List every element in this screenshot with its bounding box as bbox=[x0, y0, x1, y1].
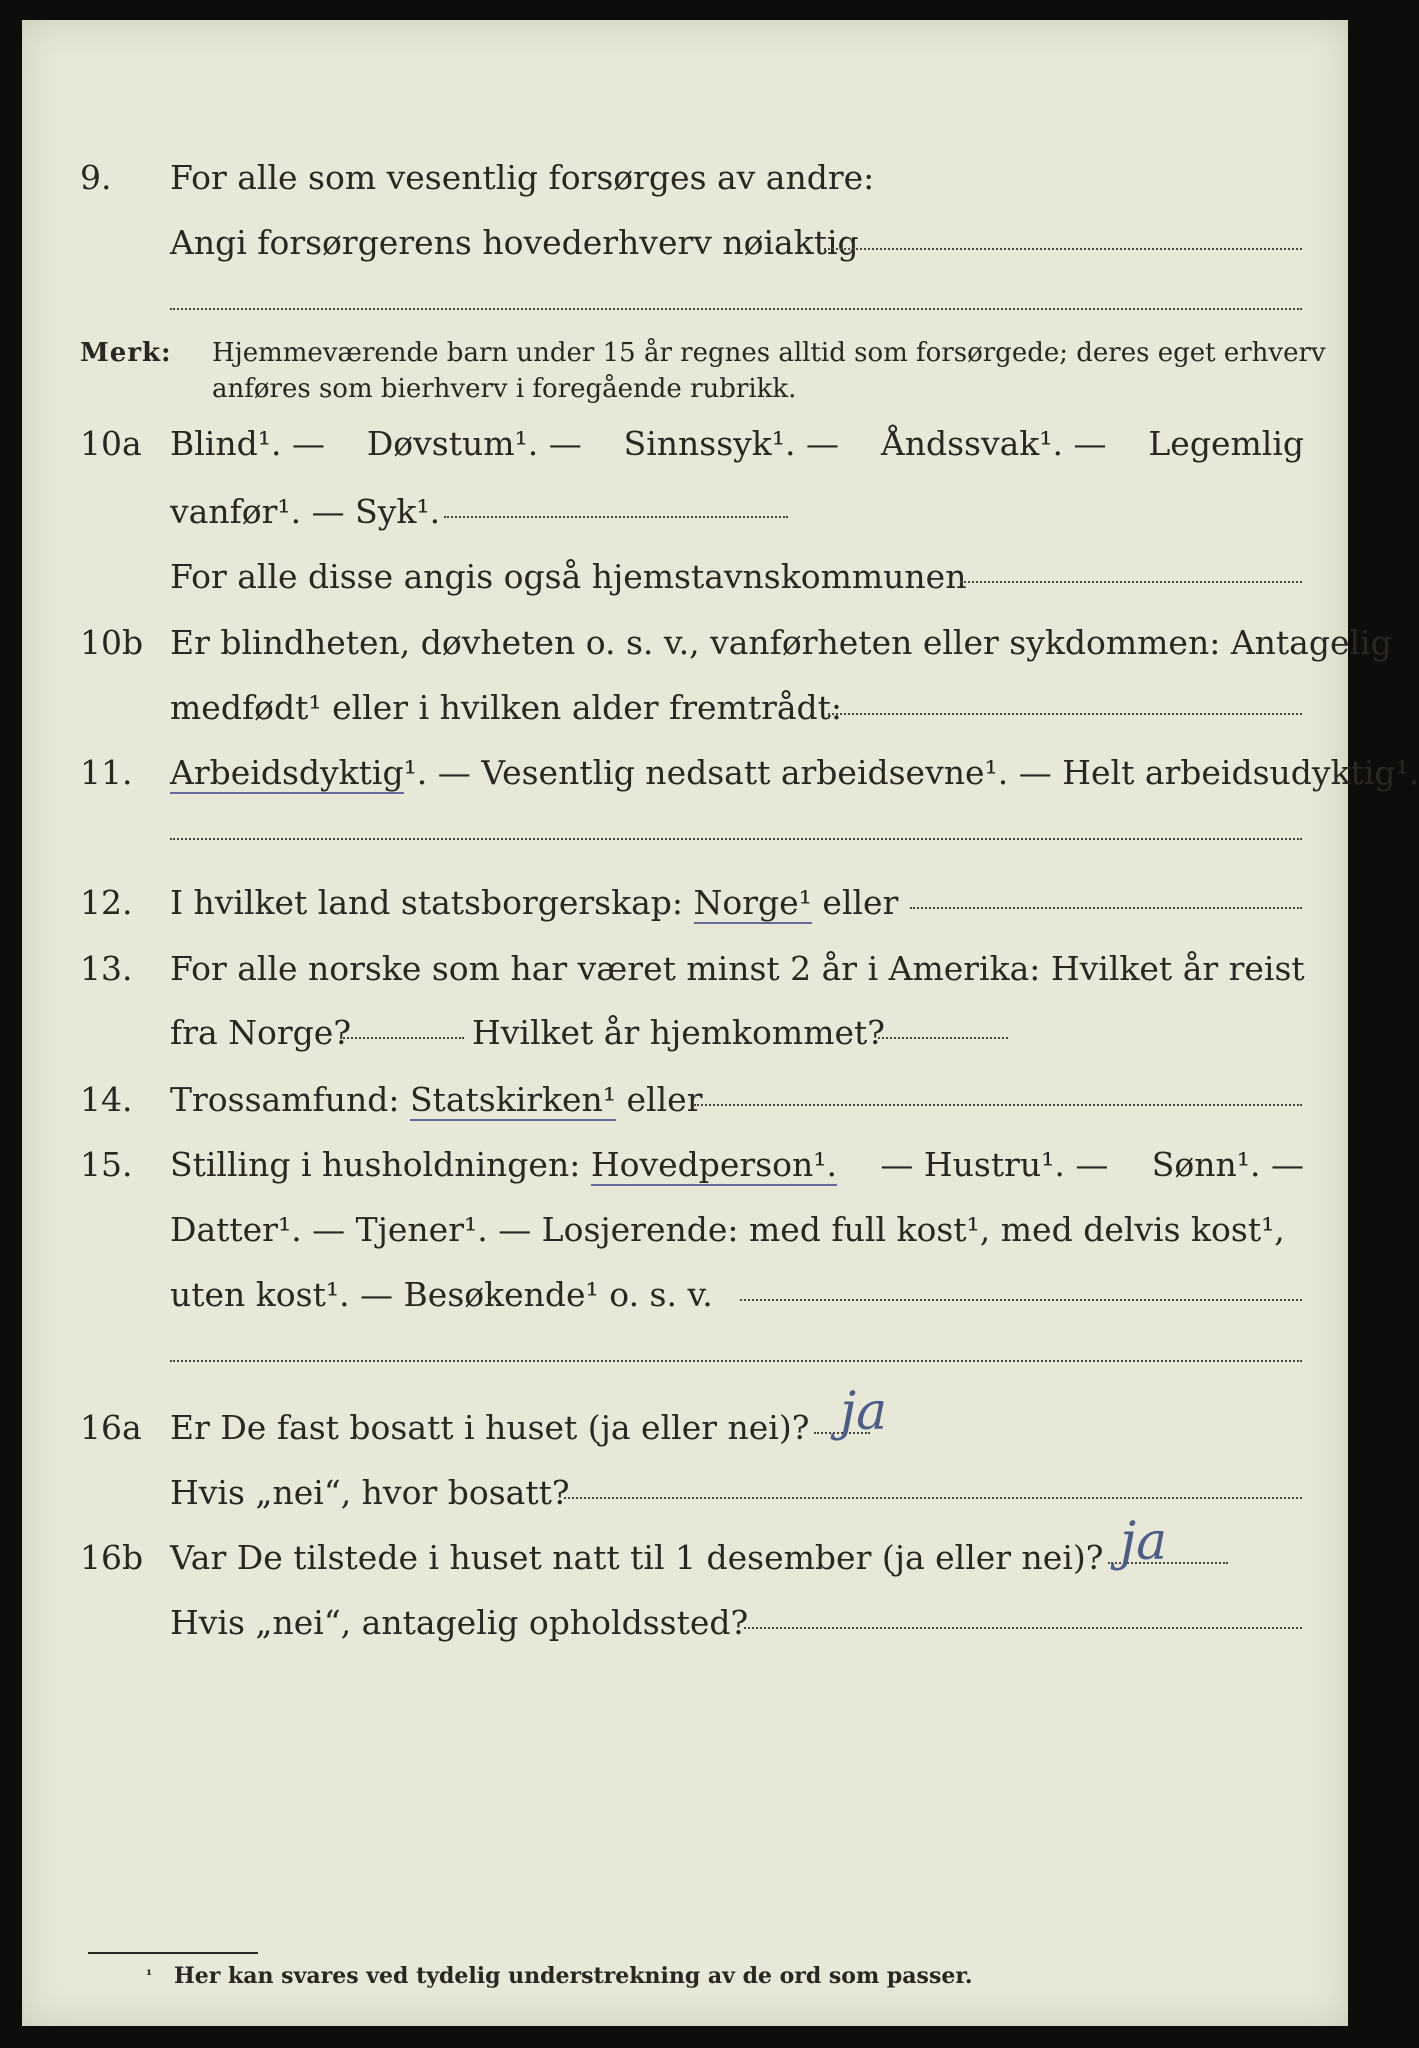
item-14-option: Statskirken¹ bbox=[409, 1080, 617, 1119]
answer-line-15 bbox=[740, 1299, 1302, 1301]
answer-line-10a bbox=[444, 516, 788, 518]
answer-line-9b bbox=[170, 308, 1302, 310]
item-11-options bbox=[170, 753, 1419, 792]
footnote-marker: ¹ bbox=[146, 1968, 153, 1984]
item-13-q1: fra Norge? bbox=[170, 1013, 352, 1052]
item-16b-q2: Hvis „nei“, antagelig opholdssted? bbox=[170, 1603, 749, 1642]
item-number-15: 15. bbox=[80, 1145, 133, 1184]
item-10a-option-3: Sinnssyk¹. — bbox=[623, 424, 840, 463]
answer-line-12 bbox=[910, 907, 1302, 909]
item-12-option: Norge¹ bbox=[693, 883, 812, 922]
answer-line-16a-b bbox=[564, 1497, 1302, 1499]
item-12-suffix: eller bbox=[811, 883, 899, 922]
item-12-prefix: I hvilket land statsborgerskap: bbox=[170, 883, 694, 922]
handwritten-answer-16b: ja bbox=[1120, 1512, 1168, 1572]
item-10a-option-1: Blind¹. — bbox=[170, 424, 325, 463]
item-number-14: 14. bbox=[80, 1080, 133, 1119]
item-11-option-2: ¹. — Vesentlig nedsatt arbeidsevne¹. bbox=[403, 753, 1009, 792]
answer-line-10a-b bbox=[960, 581, 1302, 583]
answer-line-10b bbox=[828, 713, 1302, 715]
footnote-rule bbox=[88, 1952, 258, 1954]
item-number-10b: 10b bbox=[80, 623, 144, 662]
item-15-option-3: Sønn¹. — bbox=[1151, 1145, 1304, 1184]
answer-line-11 bbox=[170, 838, 1302, 840]
item-9-question: For alle som vesentlig forsørges av andre: bbox=[170, 158, 875, 197]
item-14-question bbox=[170, 1080, 702, 1119]
note-text-1: Hjemmeværende barn under 15 år regnes alltid som forsørgede; deres eget erhverv bbox=[212, 338, 1326, 368]
answer-line-13a bbox=[340, 1037, 464, 1039]
item-12-question bbox=[170, 883, 898, 922]
note-label: Merk: bbox=[80, 338, 172, 368]
note-text-2: anføres som bierhverv i foregående rubrikk. bbox=[212, 374, 797, 404]
item-15-intro bbox=[170, 1145, 837, 1184]
item-15-option-2: — Hustru¹. — bbox=[880, 1145, 1109, 1184]
answer-line-15b bbox=[170, 1360, 1302, 1362]
answer-line-9 bbox=[824, 248, 1302, 250]
item-number-9: 9. bbox=[80, 158, 112, 197]
item-9-subquestion: Angi forsørgerens hovederhverv nøiaktig bbox=[170, 223, 859, 262]
item-number-13: 13. bbox=[80, 949, 133, 988]
item-15-line2: Datter¹. — Tjener¹. — Losjerende: med full kost¹, med delvis kost¹, bbox=[170, 1210, 1285, 1249]
item-number-16b: 16b bbox=[80, 1538, 144, 1577]
item-10a-line3: For alle disse angis også hjemstavnskommunen bbox=[170, 557, 967, 596]
form-page bbox=[22, 20, 1419, 2026]
footnote-text: Her kan svares ved tydelig understrekning av de ord som passer. bbox=[174, 1963, 973, 1989]
item-15-intro-text: Stilling i husholdningen: bbox=[170, 1145, 591, 1184]
item-10b-line1: Er blindheten, døvheten o. s. v., vanførheten eller sykdommen: Antagelig bbox=[170, 623, 1392, 662]
answer-line-13b bbox=[878, 1037, 1008, 1039]
item-15-line1 bbox=[170, 1145, 1304, 1184]
item-16a-q1: Er De fast bosatt i huset (ja eller nei)? bbox=[170, 1408, 810, 1447]
item-11-option-3: — Helt arbeidsudyktig¹. bbox=[1008, 753, 1419, 792]
item-10a-line2: vanfør¹. — Syk¹. bbox=[170, 492, 441, 531]
item-10a-option-2: Døvstum¹. — bbox=[366, 424, 582, 463]
item-16a-q2: Hvis „nei“, hvor bosatt? bbox=[170, 1473, 570, 1512]
item-16b-q1: Var De tilstede i huset natt til 1 desember (ja eller nei)? bbox=[170, 1538, 1104, 1577]
item-10b-line2: medfødt¹ eller i hvilken alder fremtrådt: bbox=[170, 688, 843, 727]
item-11-option-1: Arbeidsdyktig bbox=[170, 753, 404, 792]
answer-line-16b-b bbox=[744, 1627, 1302, 1629]
handwritten-answer-16a: ja bbox=[840, 1382, 888, 1442]
item-15-line3: uten kost¹. — Besøkende¹ o. s. v. bbox=[170, 1275, 713, 1314]
item-number-10a: 10a bbox=[80, 424, 142, 463]
item-15-option-1: Hovedperson¹. bbox=[590, 1145, 837, 1184]
item-13-line1: For alle norske som har været minst 2 år i Amerika: Hvilket år reist bbox=[170, 949, 1305, 988]
item-10a-options bbox=[170, 424, 1304, 463]
item-10a-option-4: Åndssvak¹. — bbox=[880, 424, 1107, 463]
item-number-11: 11. bbox=[80, 753, 133, 792]
item-10a-option-5: Legemlig bbox=[1148, 424, 1304, 463]
answer-line-14 bbox=[694, 1104, 1302, 1106]
item-number-16a: 16a bbox=[80, 1408, 142, 1447]
item-14-suffix: eller bbox=[616, 1080, 703, 1119]
item-14-prefix: Trossamfund: bbox=[170, 1080, 410, 1119]
item-13-q2: Hvilket år hjemkommet? bbox=[472, 1013, 885, 1052]
item-number-12: 12. bbox=[80, 883, 133, 922]
